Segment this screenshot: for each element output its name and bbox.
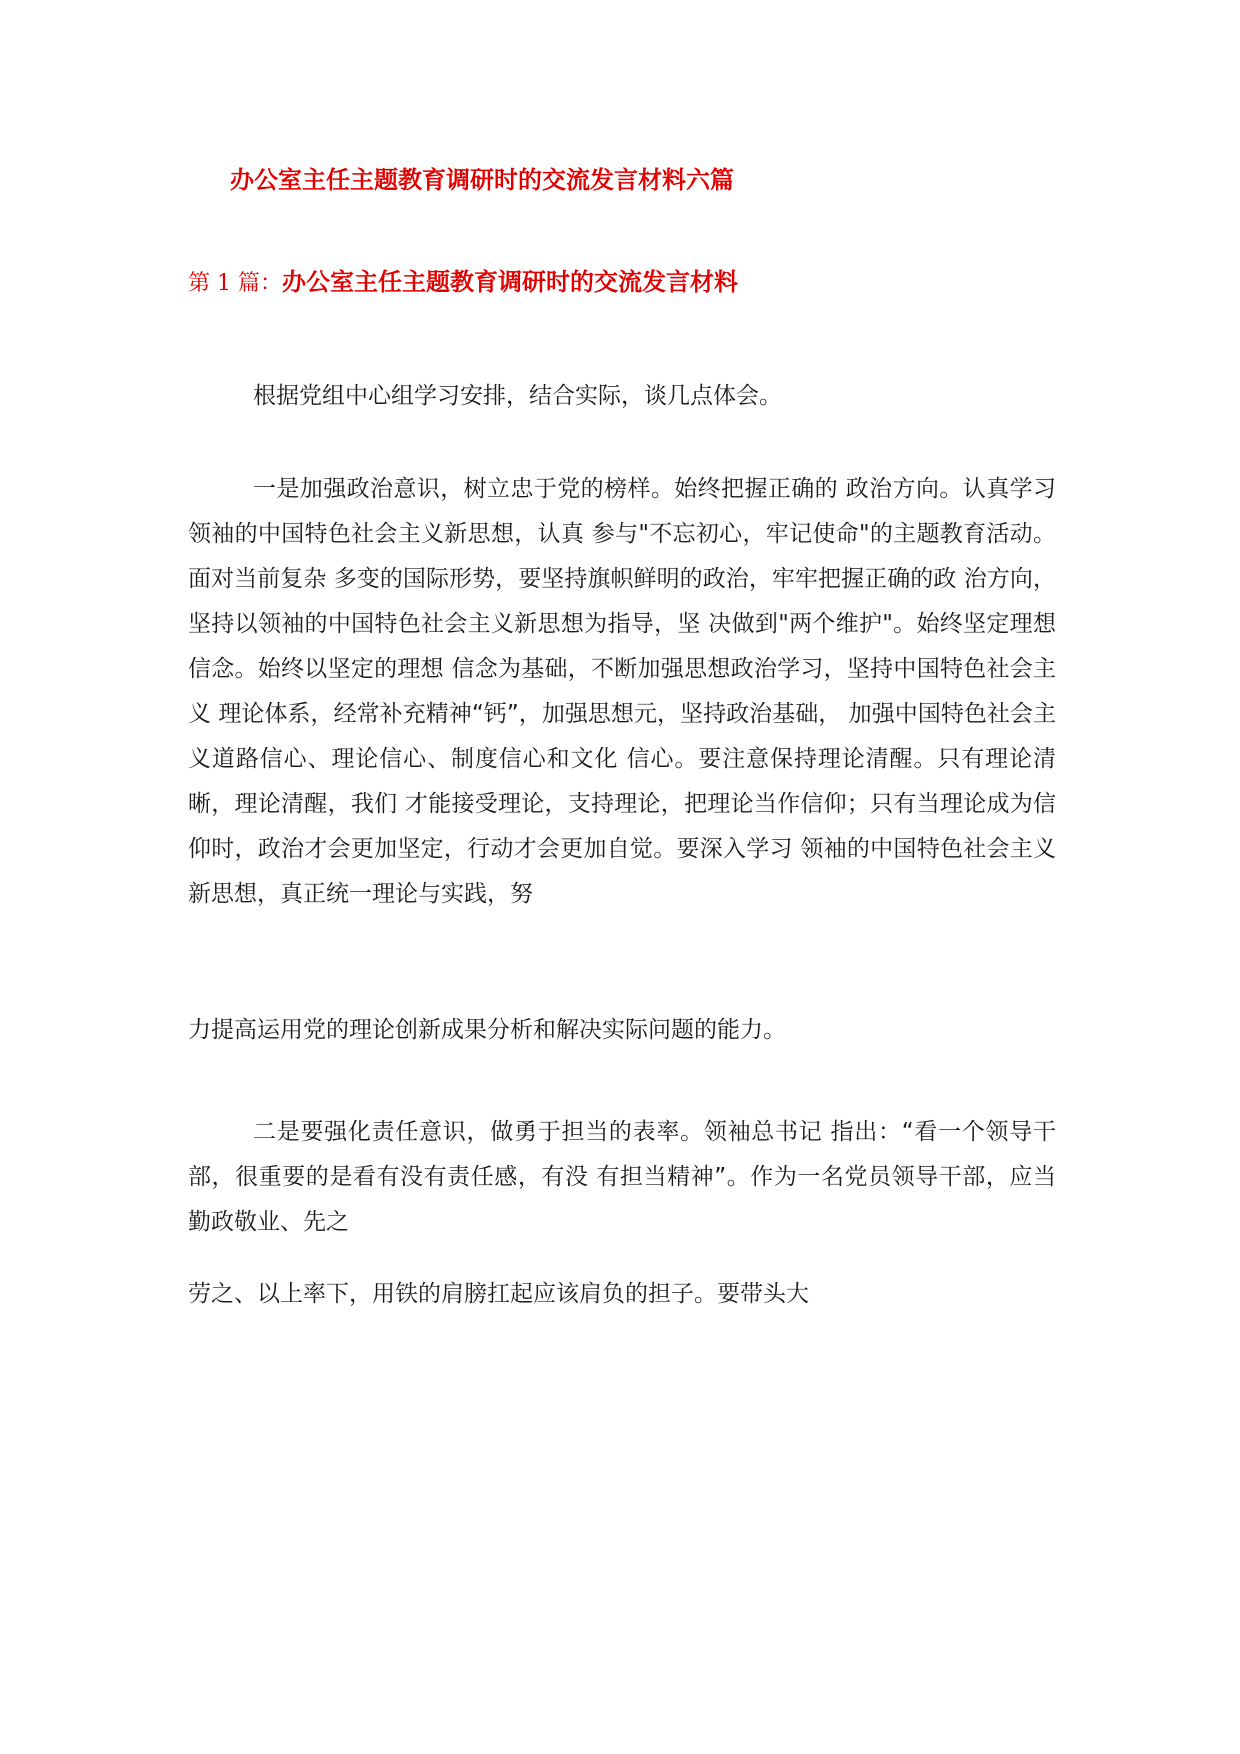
paragraph-political-awareness-continued: 力提高运用党的理论创新成果分析和解决实际问题的能力。 [188, 1017, 786, 1043]
section-heading [188, 262, 1068, 304]
section-heading-text: 办公室主任主题教育调研时的交流发言材料 [281, 268, 738, 296]
paragraph-responsibility-awareness-continued: 劳之、以上率下，用铁的肩膀扛起应该肩负的担子。要带头大 [188, 1281, 809, 1307]
paragraph-responsibility-awareness: 二是要强化责任意识，做勇于担当的表率。领袖总书记 指出：“看一个领导干部，很重要的是看有没有责任感，有没 有担当精神”。作为一名党员领导干部，应当勤政敬业、先之 [188, 1119, 1056, 1235]
section-number: 第 1 篇： [188, 271, 282, 296]
document-title: 办公室主任主题教育调研时的交流发言材料六篇 [230, 166, 734, 194]
intro-paragraph: 根据党组中心组学习安排，结合实际，谈几点体会。 [253, 383, 782, 409]
paragraph-political-awareness: 一是加强政治意识，树立忠于党的榜样。始终把握正确的 政治方向。认真学习领袖的中国特色社会主义新思想，认真 参与"不忘初心，牢记使命"的主题教育活动。面对当前复杂 多变的国际形势，要坚持旗帜鲜明的政治，牢牢把握正确的政 治方向，坚持以领袖的中国特色社会主义新思想为指导，坚 决做到"两个维护"。始终坚定理想信念。始终以坚定的理想 信念为基础，不断加强思想政治学习，坚持中国特色社会主义 理论体系，经常补充精神“钙”，加强思想元，坚持政治基础， 加强中国特色社会主义道路信心、理论信心、制度信心和文化 信心。要注意保持理论清醒。只有理论清晰，理论清醒，我们 才能接受理论，支持理论，把理论当作信仰；只有当理论成为信仰时，政治才会更加坚定，行动才会更加自觉。要深入学习 领袖的中国特色社会主义新思想，真正统一理论与实践，努 [188, 476, 1056, 907]
